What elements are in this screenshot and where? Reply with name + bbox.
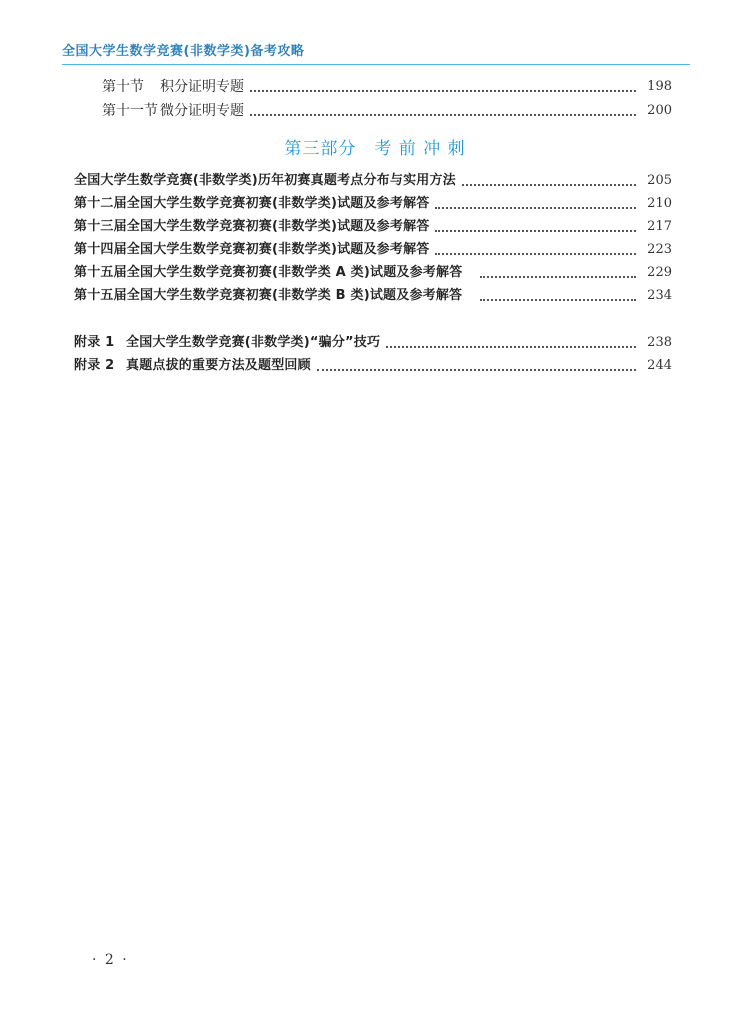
toc-page-number: 205 [647, 173, 672, 188]
toc-label: 第十五届全国大学生数学竞赛初赛(非数学类 A 类)试题及参考解答 [74, 265, 463, 280]
toc-page-number: 210 [647, 196, 672, 211]
leader-dots [435, 252, 636, 255]
toc-page-number: 238 [647, 335, 672, 350]
toc-entry[interactable] [74, 170, 672, 192]
toc-label: 第十三届全国大学生数学竞赛初赛(非数学类)试题及参考解答 [74, 219, 430, 234]
toc-label: 第十一节 微分证明专题 [102, 103, 244, 119]
toc-entry[interactable] [74, 285, 672, 307]
leader-dots [480, 298, 636, 301]
toc-entry[interactable] [74, 193, 672, 215]
toc-label: 附录 1 全国大学生数学竞赛(非数学类)“骗分”技巧 [74, 335, 381, 350]
leader-dots [317, 368, 636, 371]
part-title: 第三部分 考 前 冲 刺 [284, 139, 466, 159]
toc-section-11[interactable] [102, 100, 672, 122]
toc-label: 全国大学生数学竞赛(非数学类)历年初赛真题考点分布与实用方法 [74, 173, 456, 188]
toc-label: 第十四届全国大学生数学竞赛初赛(非数学类)试题及参考解答 [74, 242, 430, 257]
toc-label: 第十二届全国大学生数学竞赛初赛(非数学类)试题及参考解答 [74, 196, 430, 211]
page-number: · 2 · [92, 952, 129, 968]
running-header: 全国大学生数学竞赛(非数学类)备考攻略 [62, 44, 305, 59]
leader-dots [462, 183, 636, 186]
header-rule [62, 64, 690, 65]
toc-appendix-2[interactable] [74, 355, 672, 377]
toc-page-number: 234 [647, 288, 672, 303]
leader-dots [250, 89, 636, 92]
toc-entry[interactable] [74, 239, 672, 261]
leader-dots [435, 206, 636, 209]
toc-page-number: 229 [647, 265, 672, 280]
toc-page-number: 198 [647, 79, 672, 94]
toc-page-number: 244 [647, 358, 672, 373]
toc-section-10[interactable] [102, 76, 672, 98]
toc-label: 第十节 积分证明专题 [102, 79, 244, 95]
toc-page-number: 223 [647, 242, 672, 257]
toc-label: 附录 2 真题点拔的重要方法及题型回顾 [74, 358, 311, 373]
leader-dots [435, 229, 636, 232]
leader-dots [480, 275, 636, 278]
toc-page-number: 217 [647, 219, 672, 234]
toc-entry[interactable] [74, 262, 672, 284]
toc-entry[interactable] [74, 216, 672, 238]
toc-appendix-1[interactable] [74, 332, 672, 354]
toc-page-number: 200 [647, 103, 672, 118]
leader-dots [250, 113, 636, 116]
toc-label: 第十五届全国大学生数学竞赛初赛(非数学类 B 类)试题及参考解答 [74, 288, 463, 303]
leader-dots [386, 345, 636, 348]
